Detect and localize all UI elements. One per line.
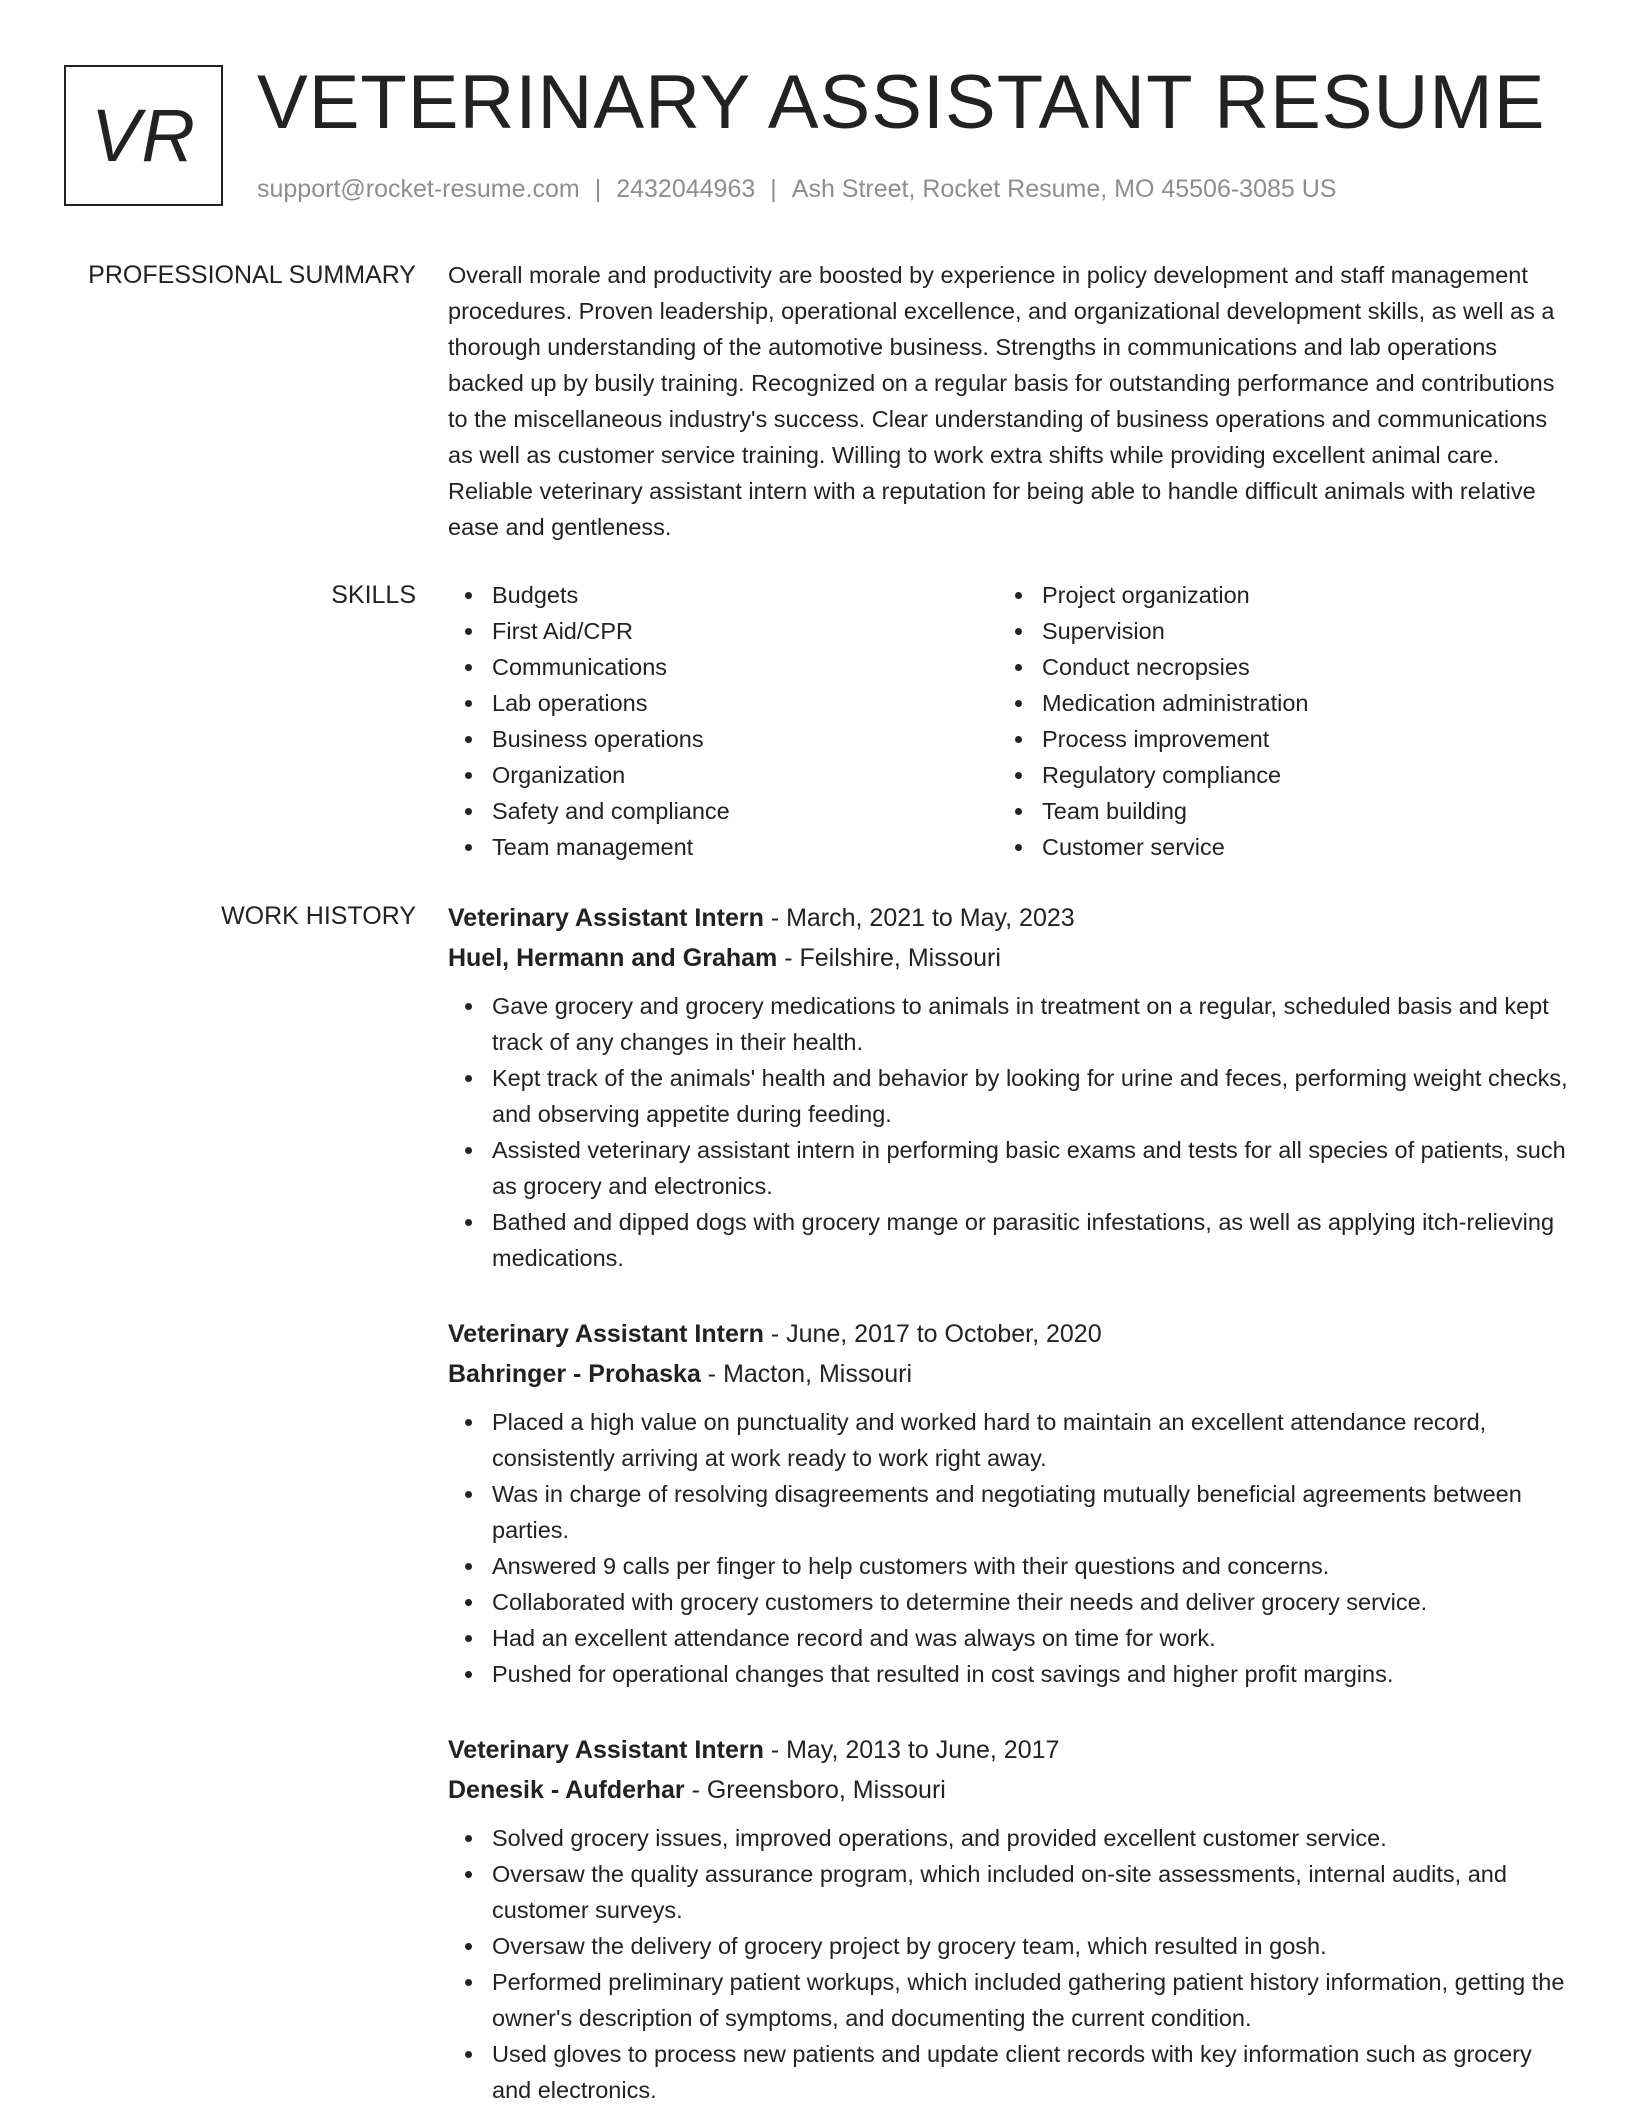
duty-item: Performed preliminary patient workups, which included gathering patient history information, getting the owner's description of symptoms, and documenting the current condition. — [448, 1964, 1568, 2036]
skills-body — [448, 577, 1568, 865]
job-dates: - May, 2013 to June, 2017 — [763, 1736, 1060, 1764]
duty-item: Oversaw the quality assurance program, which included on-site assessments, internal audits, and customer surveys. — [448, 1856, 1568, 1928]
duty-item: Gave grocery and grocery medications to animals in treatment on a regular, scheduled basis and kept track of any changes in their health. — [448, 988, 1568, 1060]
job-title: Veterinary Assistant Intern — [448, 1736, 764, 1764]
skill-item: Regulatory compliance — [998, 757, 1548, 793]
contact-email: support@rocket-resume.com — [257, 175, 580, 203]
duty-item: Solved grocery issues, improved operations, and provided excellent customer service. — [448, 1820, 1568, 1856]
resume-title: VETERINARY ASSISTANT RESUME — [257, 60, 1546, 145]
skill-item: Safety and compliance — [448, 793, 998, 829]
duty-item: Placed a high value on punctuality and worked hard to maintain an excellent attendance record, consistently arriving at work ready to work right away. — [448, 1404, 1568, 1476]
contact-address: Ash Street, Rocket Resume, MO 45506-3085 US — [791, 175, 1337, 203]
contact-line — [257, 175, 1336, 204]
skill-item: Process improvement — [998, 721, 1548, 757]
job-entry — [448, 898, 1568, 1276]
summary-label: PROFESSIONAL SUMMARY — [88, 261, 416, 289]
duty-item: Assisted veterinary assistant intern in performing basic exams and tests for all species of patients, such as grocery and electronics. — [448, 1132, 1568, 1204]
job-location: - Macton, Missouri — [700, 1360, 913, 1388]
job-location: - Feilshire, Missouri — [777, 944, 1001, 972]
job-company: Bahringer - Prohaska — [448, 1360, 701, 1388]
skill-item: Team management — [448, 829, 998, 865]
resume-header — [64, 60, 1584, 210]
duty-item: Oversaw the delivery of grocery project by grocery team, which resulted in gosh. — [448, 1928, 1568, 1964]
job-title-line — [448, 1730, 1568, 1770]
contact-phone: 2432044963 — [616, 175, 756, 203]
duty-item: Kept track of the animals' health and behavior by looking for urine and feces, performing weight checks, and observing appetite during feeding. — [448, 1060, 1568, 1132]
skill-item: First Aid/CPR — [448, 613, 998, 649]
skill-item: Organization — [448, 757, 998, 793]
duty-item: Used gloves to process new patients and update client records with key information such as grocery and electronics. — [448, 2036, 1568, 2108]
duty-item: Bathed and dipped dogs with grocery mange or parasitic infestations, as well as applying itch-relieving medications. — [448, 1204, 1568, 1276]
summary-text: Overall morale and productivity are boosted by experience in policy development and staff management procedures. Proven leadership, operational excellence, and organizational development skills, as well as a thorough understanding of the automotive business. Strengths in communications and lab operations backed up by busily training. Recognized on a regular basis for outstanding performance and contributions to the miscellaneous industry's success. Clear understanding of business operations and communications as well as customer service training. Willing to work extra shifts while providing excellent animal care. Reliable veterinary assistant intern with a reputation for being able to handle difficult animals with relative ease and gentleness. — [448, 262, 1555, 540]
job-title: Veterinary Assistant Intern — [448, 904, 764, 932]
skills-column-left — [448, 577, 998, 865]
work-history-label: WORK HISTORY — [221, 902, 416, 930]
duty-item: Had an excellent attendance record and was always on time for work. — [448, 1620, 1568, 1656]
duty-item: Was in charge of resolving disagreements and negotiating mutually beneficial agreements between parties. — [448, 1476, 1568, 1548]
monogram-box — [64, 65, 223, 206]
job-duties — [448, 1404, 1568, 1692]
job-location: - Greensboro, Missouri — [684, 1776, 946, 1804]
skills-column-right — [998, 577, 1548, 865]
skill-item: Medication administration — [998, 685, 1548, 721]
job-title: Veterinary Assistant Intern — [448, 1320, 764, 1348]
job-title-line — [448, 898, 1568, 938]
job-company: Huel, Hermann and Graham — [448, 944, 778, 972]
contact-separator: | — [594, 175, 602, 203]
skill-item: Budgets — [448, 577, 998, 613]
job-company-line — [448, 938, 1568, 978]
job-dates: - March, 2021 to May, 2023 — [763, 904, 1075, 932]
job-company-line — [448, 1354, 1568, 1394]
skill-item: Communications — [448, 649, 998, 685]
skill-item: Conduct necropsies — [998, 649, 1548, 685]
duty-item: Collaborated with grocery customers to determine their needs and deliver grocery service. — [448, 1584, 1568, 1620]
job-entry — [448, 1730, 1568, 2108]
skill-item: Project organization — [998, 577, 1548, 613]
skill-item: Customer service — [998, 829, 1548, 865]
summary-body — [448, 257, 1568, 545]
job-title-line — [448, 1314, 1568, 1354]
monogram-initials: VR — [91, 94, 196, 177]
skill-item: Team building — [998, 793, 1548, 829]
skill-item: Lab operations — [448, 685, 998, 721]
job-duties — [448, 1820, 1568, 2108]
skills-grid — [448, 577, 1568, 865]
contact-separator: | — [770, 175, 777, 203]
skill-item: Business operations — [448, 721, 998, 757]
job-dates: - June, 2017 to October, 2020 — [763, 1320, 1102, 1348]
skill-item: Supervision — [998, 613, 1548, 649]
job-company: Denesik - Aufderhar — [448, 1776, 685, 1804]
job-company-line — [448, 1770, 1568, 1810]
skills-label: SKILLS — [331, 581, 416, 609]
duty-item: Pushed for operational changes that resulted in cost savings and higher profit margins. — [448, 1656, 1568, 1692]
job-entry — [448, 1314, 1568, 1692]
job-duties — [448, 988, 1568, 1276]
duty-item: Answered 9 calls per finger to help customers with their questions and concerns. — [448, 1548, 1568, 1584]
